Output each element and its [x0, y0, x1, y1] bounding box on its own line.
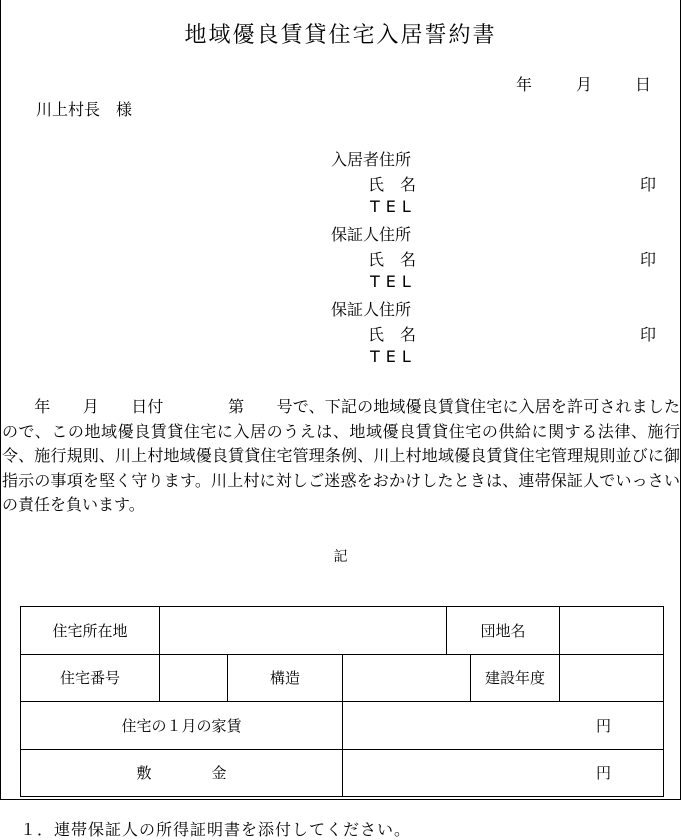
guarantor2-seal-mark: 印	[640, 325, 657, 344]
rent-value-cell[interactable]	[343, 702, 664, 750]
document-title: 地域優良賃貸住宅入居誓約書	[184, 23, 497, 48]
address-value-cell[interactable]	[160, 607, 447, 655]
complex-value-cell[interactable]	[560, 607, 664, 655]
date-month-label: 月	[576, 75, 593, 94]
rent-label-cell: 住宅の１月の家賃	[21, 702, 343, 750]
guarantor1-seal-mark: 印	[640, 250, 657, 269]
deposit-value-cell[interactable]	[343, 749, 664, 797]
number-value-cell[interactable]	[160, 654, 228, 702]
resident-name-label: 氏 名	[368, 175, 417, 194]
guarantor1-address-label: 保証人住所	[331, 225, 412, 244]
addressee: 川上村長 様	[36, 100, 133, 119]
ki-heading: 記	[333, 549, 348, 565]
guarantor2-tel-label: TEL	[370, 347, 417, 366]
deposit-label-cell: 敷 金	[21, 749, 343, 797]
resident-tel-label: TEL	[370, 197, 417, 216]
guarantor2-address-label: 保証人住所	[331, 300, 412, 319]
year-value-cell[interactable]	[560, 654, 664, 702]
year-label-cell: 建設年度	[471, 654, 560, 702]
resident-seal-mark: 印	[640, 175, 657, 194]
guarantor1-name-label: 氏 名	[368, 250, 417, 269]
complex-label-cell: 団地名	[447, 607, 560, 655]
guarantor2-name-label: 氏 名	[368, 325, 417, 344]
pledge-paragraph: 年 月 日付 第 号で、下記の地域優良賃貸住宅に入居を許可されましたので、この地域優良賃貸住宅に入居のうえは、地域優良賃貸住宅の供給に関する法律、施行令、施行規則、川上村地域優良賃貸住宅管理条例、川上村地域優良賃貸住宅管理規則並びに御指示の事項を堅く守ります。川上村に対しご迷惑をおかけしたときは、連帯保証人でいっさいの責任を負います。	[2, 397, 680, 514]
footnote: １．連帯保証人の所得証明書を添付してください。	[20, 820, 412, 839]
number-label-cell: 住宅番号	[21, 654, 160, 702]
date-day-label: 日	[635, 75, 652, 94]
rent-yen-unit: 円	[596, 716, 612, 735]
structure-value-cell[interactable]	[343, 654, 471, 702]
address-label-cell: 住宅所在地	[21, 607, 160, 655]
housing-info-table	[20, 606, 664, 797]
deposit-yen-unit: 円	[596, 764, 612, 783]
structure-label-cell: 構造	[228, 654, 343, 702]
date-year-label: 年	[516, 75, 533, 94]
resident-address-label: 入居者住所	[331, 150, 412, 169]
guarantor1-tel-label: TEL	[370, 272, 417, 291]
